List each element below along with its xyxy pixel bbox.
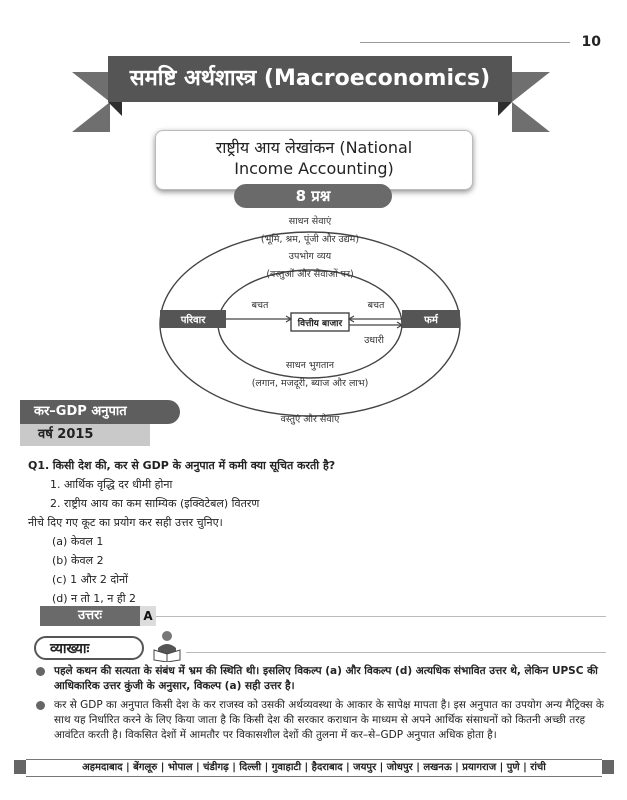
question-number: Q1. (28, 459, 50, 472)
option-c: (c) 1 और 2 दोनों (52, 573, 129, 586)
question-count-pill: 8 प्रश्न (234, 184, 392, 208)
bullet-dot (36, 667, 45, 676)
section-title: कर–GDP अनुपात (20, 400, 180, 424)
question-block (28, 456, 608, 608)
answer-rule (156, 616, 606, 617)
top-label-goods-services: (वस्तुओं और सेवाओं पर) (266, 269, 354, 280)
banner-tail-right (512, 72, 550, 132)
chapter-title-box (155, 130, 473, 190)
option-a: (a) केवल 1 (52, 535, 104, 548)
explanation-label: व्याख्याः (34, 636, 144, 660)
savings-right-label: बचत (367, 300, 385, 311)
financial-market-label: वित्तीय बाजार (297, 319, 343, 329)
bottom-label-goods: वस्तुएं और सेवाएं (280, 414, 340, 425)
explanation-rule (186, 652, 606, 653)
top-label-factors: (भूमि, श्रम, पूंजी और उद्यम) (260, 234, 360, 245)
explanation-bullet-2 (36, 698, 612, 743)
explanation-bullets (36, 664, 612, 747)
option-d: (d) न तो 1, न ही 2 (52, 592, 137, 605)
page-number: 10 (581, 34, 601, 50)
chapter-title-line1: राष्ट्रीय आय लेखांकन (National (215, 138, 413, 157)
chapter-banner-title: समष्टि अर्थशास्त्र (Macroeconomics) (108, 56, 512, 102)
top-label-factor-services: साधन सेवाएं (288, 216, 332, 227)
reading-person-icon (150, 628, 184, 662)
question-text: किसी देश की, कर से GDP के अनुपात में कमी क्या सूचित करती है? (52, 459, 336, 472)
banner-fold-left (108, 102, 122, 116)
explanation-bullet-1-text: पहले कथन की सत्यता के संबंध में भ्रम की स्थिति थी। इसलिए विकल्प (a) और विकल्प (d) अत्यधिक संभावित उत्तर थे, लेकिन UPSC की आधिकारिक उत्तर कुंजी के अनुसार, विकल्प (a) सही उत्तर है। (54, 665, 598, 692)
section-year: वर्ष 2015 (20, 424, 150, 446)
explanation-bullet-2-text: कर से GDP का अनुपात किसी देश के कर राजस्व को उसकी अर्थव्यवस्था के आकार के सापेक्ष मापता है। इस अनुपात का उपयोग अन्य मैट्रिक्स के साथ यह निर्धारित करने के लिए किया जाता है कि किसी देश की सरकार कराधान के माध्यम से अपने आर्थिक संसाधनों को कितनी अच्छी तरह आवंटित करती है। विकसित देशों में आमतौर पर विकासशील देशों की तुलना में कर–से–GDP अनुपात अधिक होता है। (54, 699, 604, 741)
firms-label: फर्म (424, 315, 438, 326)
bottom-label-payments: (लगान, मजदूरी, ब्याज और लाभ) (251, 378, 369, 389)
chapter-title-line2: Income Accounting) (234, 159, 394, 178)
footer-cap-right (600, 760, 614, 774)
bottom-label-factor-payment: साधन भुगतान (285, 360, 335, 371)
question-instruction: नीचे दिए गए कूट का प्रयोग कर सही उत्तर चुनिए। (28, 516, 223, 529)
borrowing-label: उधारी (364, 335, 384, 346)
top-label-consumption: उपभोग व्यय (288, 251, 332, 262)
banner-fold-right (498, 102, 512, 116)
page-number-rule (360, 42, 570, 43)
households-label: परिवार (180, 315, 206, 326)
answer-value: A (140, 606, 156, 626)
statement-2: 2. राष्ट्रीय आय का कम साम्यिक (इक्विटेबल) वितरण (50, 497, 260, 510)
banner-tail-left (72, 72, 110, 132)
bullet-dot (36, 701, 45, 710)
answer-label: उत्तरः (40, 606, 140, 626)
option-b: (b) केवल 2 (52, 554, 104, 567)
footer-cities: अहमदाबाद | बेंगलूरु | भोपाल | चंडीगढ़ | दिल्ली | गुवाहाटी | हैदराबाद | जयपुर | जोधपुर | लखनऊ | प्रयागराज | पुणे | रांची (26, 759, 602, 777)
explanation-bullet-1 (36, 664, 612, 694)
circular-flow-diagram (150, 206, 470, 436)
savings-left-label: बचत (251, 300, 269, 311)
statement-1: 1. आर्थिक वृद्धि दर धीमी होना (50, 478, 173, 491)
